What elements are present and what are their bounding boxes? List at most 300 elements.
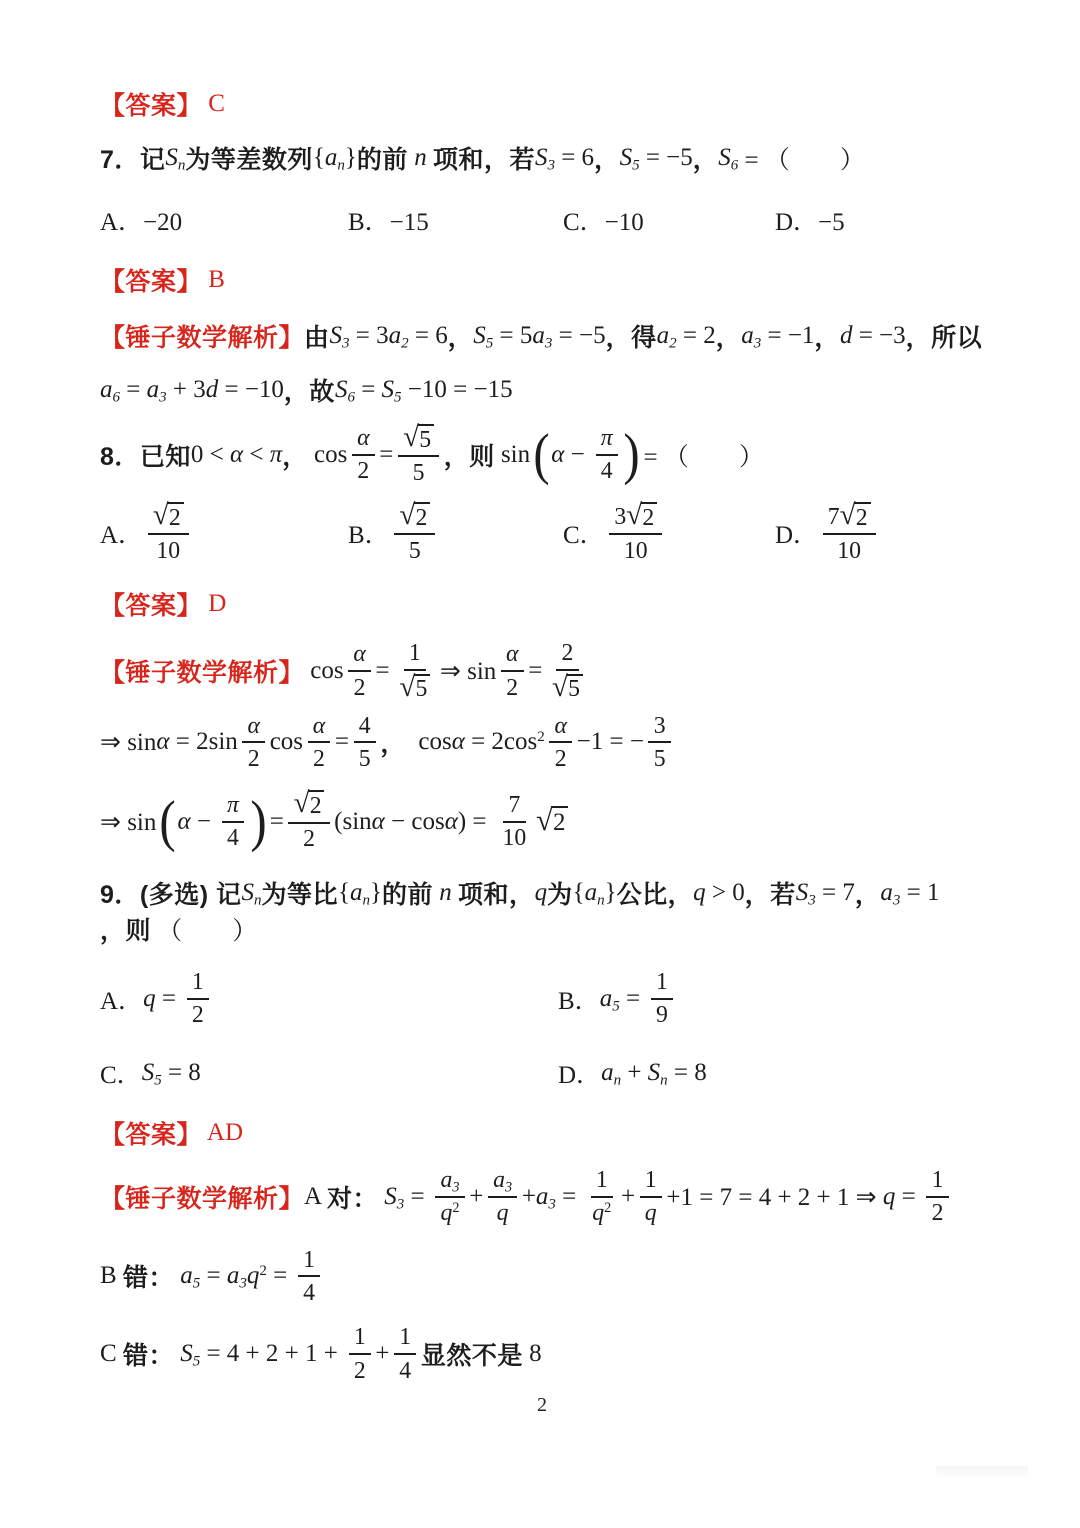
math-var: d bbox=[839, 322, 853, 349]
text-run: 由 bbox=[304, 324, 330, 352]
text-run: 为等差数列 bbox=[185, 146, 313, 174]
text-run: ⇒ sin bbox=[100, 808, 157, 836]
text-run: > 0 bbox=[705, 878, 745, 906]
fraction bbox=[497, 792, 531, 852]
math-var: $q^2$ bbox=[592, 1199, 612, 1226]
math-var: n bbox=[433, 878, 459, 906]
text-run: 3 bbox=[653, 712, 666, 739]
math-var: $q^2$ bbox=[440, 1199, 460, 1226]
text-run: ， bbox=[715, 324, 742, 352]
text-run: 显然不是 bbox=[420, 1342, 523, 1371]
text-run: B bbox=[202, 266, 225, 293]
square-root: √ 2 bbox=[536, 806, 569, 836]
text-run: 8 bbox=[522, 1340, 542, 1368]
answer-q6 bbox=[100, 86, 984, 122]
expl-q8-1 bbox=[100, 640, 984, 702]
fraction bbox=[242, 713, 265, 773]
text-run: 2 bbox=[313, 745, 325, 772]
expl-q8-2 bbox=[100, 713, 984, 773]
q9-options-ab-col2 bbox=[558, 969, 984, 1029]
text-run: = bbox=[379, 441, 394, 469]
text-run: + bbox=[521, 1182, 536, 1210]
math-var: $S_5$ bbox=[619, 144, 640, 174]
paren-group: ( α − $\frac{\pi}{4}$ ) bbox=[533, 423, 641, 487]
text-run: 项和， bbox=[458, 880, 535, 909]
text-run: 4 bbox=[227, 824, 239, 851]
text-run: 公比， bbox=[616, 880, 694, 909]
text-run: 3 bbox=[614, 504, 627, 531]
text-run: 2 bbox=[247, 745, 260, 772]
text-run: = bbox=[354, 376, 382, 403]
math-var: $S_3$ bbox=[534, 144, 555, 174]
text-run: = bbox=[404, 1182, 431, 1210]
answer-q7 bbox=[100, 262, 984, 298]
text-run: = −5 bbox=[639, 144, 693, 171]
text-run: 2 bbox=[309, 793, 322, 820]
fraction bbox=[651, 969, 673, 1029]
math-var: $a_3$ bbox=[440, 1166, 460, 1195]
math-var: $S_3$ bbox=[329, 322, 350, 352]
text-run: 1 bbox=[303, 1246, 316, 1273]
text-run: { bbox=[312, 144, 325, 171]
paren-group: ( α − $\frac{\pi}{4}$ ) bbox=[159, 789, 267, 853]
fraction bbox=[394, 640, 435, 702]
fraction bbox=[354, 713, 376, 773]
math-var: q bbox=[693, 878, 706, 906]
text-run: 【答案】 bbox=[100, 92, 203, 120]
math-var: $S_5$ bbox=[473, 322, 494, 352]
expl-q9-c bbox=[100, 1324, 984, 1384]
text-run: 【锤子数学解析】 bbox=[100, 1184, 305, 1213]
text-run: = bbox=[895, 1182, 922, 1210]
text-run: 5 bbox=[419, 426, 432, 453]
text-run: − cos bbox=[384, 807, 445, 835]
fraction bbox=[288, 787, 329, 853]
math-var: q bbox=[143, 984, 156, 1012]
text-run: ， bbox=[854, 880, 881, 909]
math-var: α bbox=[357, 425, 370, 452]
text-run: + bbox=[469, 1182, 484, 1210]
text-run: = −10 bbox=[218, 376, 284, 403]
math-var: $S_5$ bbox=[173, 1340, 201, 1370]
text-run: 的前 bbox=[382, 880, 434, 909]
fraction bbox=[501, 641, 524, 701]
text-run: D．−5 bbox=[775, 209, 845, 236]
page-number: 2 bbox=[537, 1394, 547, 1417]
text-run: 5 bbox=[415, 676, 428, 703]
math-var: α bbox=[353, 641, 366, 668]
text-run: = bbox=[266, 1262, 294, 1290]
text-run: A bbox=[304, 1182, 327, 1210]
q7-options-col2 bbox=[348, 202, 563, 238]
square-root: √ 2 bbox=[626, 502, 657, 531]
text-run: = （ ） bbox=[643, 444, 764, 472]
fraction bbox=[148, 499, 189, 564]
text-run: 4 bbox=[358, 712, 371, 739]
text-run: ， bbox=[380, 730, 406, 759]
text-run: = 6 bbox=[408, 322, 448, 349]
text-run: = 2sin bbox=[169, 728, 238, 756]
text-run: 1 bbox=[191, 968, 204, 995]
text-run: ，则 bbox=[443, 443, 495, 472]
math-var: $a_3$ bbox=[146, 376, 167, 406]
math-var: $S_6$ bbox=[718, 144, 739, 174]
q9-options-cd bbox=[100, 1055, 984, 1091]
fraction bbox=[823, 499, 876, 564]
text-run: = bbox=[555, 1182, 583, 1210]
text-run: 2 bbox=[353, 674, 366, 701]
text-run: C bbox=[202, 90, 225, 117]
square-root: √ 2 bbox=[840, 502, 871, 531]
math-var: α bbox=[177, 807, 191, 835]
text-run: ，得 bbox=[605, 324, 657, 352]
text-run: +1 = 7 = 4 + 2 + 1 ⇒ bbox=[666, 1183, 883, 1211]
fraction bbox=[394, 1324, 416, 1384]
text-run: 1 bbox=[399, 1324, 412, 1351]
text-run: ，若 bbox=[744, 880, 796, 909]
math-var: α bbox=[554, 712, 567, 739]
text-run: cos bbox=[405, 728, 452, 756]
fraction bbox=[596, 425, 618, 485]
math-var: $a_3$ bbox=[535, 1182, 556, 1213]
text-run: 2 bbox=[554, 745, 567, 772]
math-var: $S_5$ bbox=[381, 376, 402, 406]
text-run: 项和，若 bbox=[432, 146, 535, 174]
text-run: D． bbox=[775, 522, 819, 550]
text-run: = 4 + 2 + 1 + bbox=[200, 1340, 345, 1368]
text-run: = 5 bbox=[493, 322, 533, 349]
fraction bbox=[547, 640, 588, 702]
fraction bbox=[394, 499, 435, 564]
fraction bbox=[609, 499, 662, 564]
square-root: √ 5 bbox=[403, 424, 434, 453]
fraction bbox=[222, 792, 244, 852]
q8-options bbox=[100, 499, 984, 564]
text-run: 7 bbox=[508, 791, 521, 818]
math-var: α bbox=[371, 807, 385, 835]
text-run: 2 bbox=[506, 674, 519, 701]
fraction bbox=[587, 1167, 616, 1227]
math-var: $a_n$ bbox=[350, 878, 371, 909]
text-run: B bbox=[100, 1262, 123, 1290]
text-run: 5 bbox=[653, 745, 666, 772]
square-root: √ 2 bbox=[153, 502, 184, 531]
text-run: 9．(多选) 记 bbox=[100, 880, 242, 909]
text-run: 2 bbox=[561, 640, 574, 667]
math-var: $S_n$ bbox=[165, 144, 186, 174]
q9-options-cd-col2 bbox=[558, 1055, 984, 1091]
math-var: $S_6$ bbox=[334, 376, 355, 406]
text-run: 5 bbox=[358, 745, 371, 772]
text-run: + bbox=[621, 1058, 648, 1086]
math-var: α bbox=[312, 712, 326, 739]
text-run: D bbox=[202, 590, 227, 618]
text-run: B． bbox=[348, 522, 390, 550]
text-run: < bbox=[243, 441, 270, 469]
text-run: = 6 bbox=[554, 144, 595, 171]
text-run: 8．已知 bbox=[100, 443, 191, 472]
text-run: 【答案】 bbox=[100, 1120, 203, 1149]
text-run: 7 bbox=[827, 504, 840, 531]
expl-q7-1 bbox=[100, 318, 984, 354]
math-var: $S_n$ bbox=[241, 878, 262, 909]
text-run: ， bbox=[282, 443, 308, 472]
math-var: $a_3$ bbox=[741, 322, 762, 352]
square-root: √ 5 bbox=[399, 674, 430, 703]
q9-options-ab-col1 bbox=[100, 969, 558, 1029]
expl-q7-2 bbox=[100, 372, 984, 408]
text-run: 2 bbox=[931, 1199, 944, 1226]
text-run: 10 bbox=[623, 537, 648, 564]
text-run: 【锤子数学解析】 bbox=[100, 324, 305, 352]
text-run: = 8 bbox=[161, 1058, 201, 1086]
text-run: = $2\cos^2$ bbox=[464, 728, 545, 756]
text-run: cos bbox=[307, 441, 348, 469]
math-var: $a_5$ bbox=[173, 1262, 201, 1292]
math-var: α bbox=[247, 712, 260, 739]
math-var: n bbox=[407, 144, 433, 171]
text-run: C． bbox=[563, 522, 605, 550]
page-footer bbox=[100, 1394, 984, 1417]
text-run: −10 = −15 bbox=[401, 376, 513, 403]
text-run: ， bbox=[594, 146, 620, 174]
text-run: = bbox=[334, 728, 350, 756]
math-var: d bbox=[205, 376, 219, 403]
math-var: α bbox=[451, 728, 465, 756]
text-run: { bbox=[572, 878, 585, 906]
text-run: 【答案】 bbox=[100, 592, 203, 621]
q7-options-col1 bbox=[100, 202, 348, 238]
text-run: = bbox=[375, 657, 390, 685]
text-run: A．−20 bbox=[100, 209, 183, 236]
text-run: cos bbox=[304, 657, 344, 685]
fraction bbox=[926, 1167, 948, 1227]
text-run: 错： bbox=[122, 1264, 174, 1293]
square-root: √ 2 bbox=[399, 502, 430, 531]
text-run: 4 bbox=[399, 1357, 412, 1384]
math-var: α bbox=[444, 807, 458, 835]
text-run: ⇒ sin bbox=[439, 658, 497, 686]
text-run: ⇒ sin bbox=[100, 729, 157, 757]
text-run: 10 bbox=[156, 537, 181, 564]
text-run: 1 bbox=[353, 1324, 366, 1351]
text-run: = bbox=[200, 1262, 227, 1290]
math-var: α bbox=[156, 728, 170, 756]
math-var: $S_3$ bbox=[377, 1182, 405, 1213]
math-var: $a_2$ bbox=[656, 322, 677, 352]
math-var: $S_3$ bbox=[795, 878, 816, 909]
math-var: α bbox=[506, 641, 519, 668]
square-root: √ 5 bbox=[552, 674, 583, 703]
text-run: = （ ） bbox=[738, 147, 865, 174]
text-run: 为 bbox=[547, 880, 573, 909]
text-run: 2 bbox=[303, 826, 315, 853]
text-run: 10 bbox=[502, 824, 527, 851]
text-run: 2 bbox=[191, 1001, 204, 1028]
math-var: $a_3$ bbox=[532, 322, 553, 352]
q7 bbox=[100, 140, 984, 176]
text-run: ， bbox=[447, 324, 474, 352]
text-run: = 1 bbox=[900, 878, 940, 906]
math-var: q bbox=[534, 878, 548, 906]
text-run: = −1 bbox=[761, 322, 815, 349]
text-run: 对： bbox=[326, 1184, 378, 1213]
math-var: $S_n$ bbox=[647, 1058, 668, 1089]
math-var: $a_3$ bbox=[880, 878, 901, 909]
fraction bbox=[348, 641, 371, 701]
math-var: π bbox=[600, 425, 613, 452]
fraction bbox=[640, 1167, 662, 1227]
text-run: 2 bbox=[415, 504, 428, 531]
q9-options-ab bbox=[100, 969, 984, 1029]
text-run: 【锤子数学解析】 bbox=[100, 659, 305, 688]
fraction bbox=[352, 425, 375, 485]
fraction bbox=[349, 1324, 371, 1384]
q7-options-col3 bbox=[563, 202, 775, 238]
text-run: ， bbox=[692, 146, 719, 174]
text-run: 7．记 bbox=[100, 146, 166, 174]
text-run: = −5 bbox=[552, 322, 606, 349]
q7-options bbox=[100, 202, 984, 238]
text-run: ，故 bbox=[283, 378, 335, 406]
fraction bbox=[308, 713, 331, 773]
fraction bbox=[488, 1167, 517, 1227]
text-run: + bbox=[375, 1340, 390, 1368]
text-run: 2 bbox=[357, 458, 370, 485]
text-run: ， bbox=[814, 324, 840, 352]
text-run: + bbox=[620, 1182, 636, 1210]
text-run: = bbox=[269, 807, 284, 835]
math-var: α bbox=[230, 441, 244, 469]
math-var: $a_3$ bbox=[493, 1166, 513, 1195]
text-run: 2 bbox=[353, 1357, 366, 1384]
text-run: A． bbox=[100, 522, 144, 550]
q8-options-col2 bbox=[348, 499, 563, 564]
text-run: D． bbox=[558, 1061, 602, 1089]
math-var: α bbox=[551, 441, 565, 469]
text-run: 1 bbox=[644, 1166, 657, 1193]
q8-options-col3 bbox=[563, 499, 775, 564]
text-run: (sin bbox=[334, 807, 372, 835]
text-run: = bbox=[619, 984, 647, 1012]
math-var: $a_n$ bbox=[584, 878, 605, 909]
fraction bbox=[298, 1247, 320, 1307]
text-run: ，所以 bbox=[905, 324, 983, 352]
text-run: 为等比 bbox=[261, 880, 339, 909]
text-run: − bbox=[190, 807, 218, 835]
text-run: 的前 bbox=[356, 146, 408, 174]
q8-options-col4 bbox=[775, 499, 984, 564]
text-run: } bbox=[344, 144, 357, 171]
text-run: 4 bbox=[600, 458, 613, 485]
text-run: B． bbox=[558, 987, 600, 1015]
expl-q9-1 bbox=[100, 1167, 984, 1227]
math-var: $a_2$ bbox=[388, 322, 409, 352]
text-run: = −3 bbox=[852, 322, 906, 349]
text-run: = 7 bbox=[815, 878, 855, 906]
math-var: π bbox=[226, 791, 239, 818]
text-run: 10 bbox=[837, 537, 862, 564]
fraction bbox=[398, 421, 439, 486]
text-run: 【答案】 bbox=[100, 268, 203, 296]
text-run: C．−10 bbox=[563, 209, 644, 236]
text-run: 2 bbox=[552, 809, 566, 837]
text-run: { bbox=[338, 878, 351, 906]
text-run: B．−15 bbox=[348, 209, 429, 236]
q8 bbox=[100, 421, 984, 487]
fraction bbox=[187, 969, 209, 1029]
math-var: q bbox=[496, 1199, 509, 1226]
text-run: （ ） bbox=[151, 917, 258, 945]
q9 bbox=[100, 875, 984, 947]
text-run: = bbox=[528, 657, 543, 685]
q7-options-col4 bbox=[775, 202, 984, 238]
math-var: π bbox=[269, 441, 283, 469]
math-var: $a_5$ bbox=[599, 984, 620, 1015]
text-run: − bbox=[564, 441, 592, 469]
text-run: AD bbox=[202, 1118, 243, 1146]
text-run: 2 bbox=[855, 504, 868, 531]
math-var: $a_n$ bbox=[601, 1058, 622, 1089]
text-run: −1 = − bbox=[576, 728, 644, 756]
text-run: ，则 bbox=[100, 916, 152, 945]
answer-q9 bbox=[100, 1115, 984, 1151]
content-blocks bbox=[100, 86, 984, 1384]
text-run: 2 bbox=[642, 504, 655, 531]
faint-watermark bbox=[936, 1466, 1028, 1476]
answer-q8 bbox=[100, 586, 984, 622]
text-run: = bbox=[155, 984, 183, 1012]
text-run: 5 bbox=[408, 537, 421, 564]
q8-options-col1 bbox=[100, 499, 348, 564]
text-run: ) = bbox=[457, 807, 493, 835]
text-run: 错： bbox=[122, 1342, 174, 1371]
text-run: = 3 bbox=[349, 322, 389, 349]
text-run: cos bbox=[269, 728, 304, 756]
text-run: 1 bbox=[408, 640, 421, 667]
expl-q9-b bbox=[100, 1247, 984, 1307]
math-var: $S_5$ bbox=[141, 1058, 162, 1089]
math-var: $a_n$ bbox=[324, 144, 345, 174]
math-var: $a_3$ bbox=[226, 1262, 247, 1292]
text-run: } bbox=[370, 878, 383, 906]
text-run: 1 bbox=[656, 968, 668, 995]
text-run: = 2 bbox=[676, 322, 716, 349]
square-root: √ 2 bbox=[294, 790, 325, 819]
text-run: 4 bbox=[303, 1279, 316, 1306]
math-var: $q^2$ bbox=[246, 1262, 267, 1290]
text-run: A． bbox=[100, 987, 144, 1015]
text-run: 5 bbox=[568, 676, 581, 703]
q9-options-cd-col1 bbox=[100, 1055, 558, 1091]
text-run: 9 bbox=[656, 1001, 668, 1028]
fraction bbox=[549, 713, 572, 773]
text-run: sin bbox=[494, 441, 531, 469]
text-run: = 8 bbox=[667, 1058, 707, 1086]
text-run: 1 bbox=[595, 1166, 608, 1193]
math-var: $a_6$ bbox=[100, 376, 120, 406]
text-run: 2 bbox=[168, 504, 181, 531]
text-run: C bbox=[100, 1340, 123, 1368]
text-run: 1 bbox=[931, 1166, 944, 1193]
text-run: C． bbox=[100, 1061, 142, 1089]
text-run: 5 bbox=[412, 459, 425, 486]
expl-q8-3 bbox=[100, 787, 984, 853]
fraction bbox=[435, 1167, 464, 1227]
text-run: + 3 bbox=[166, 376, 206, 403]
fraction bbox=[648, 713, 670, 773]
math-var: q bbox=[882, 1182, 896, 1210]
